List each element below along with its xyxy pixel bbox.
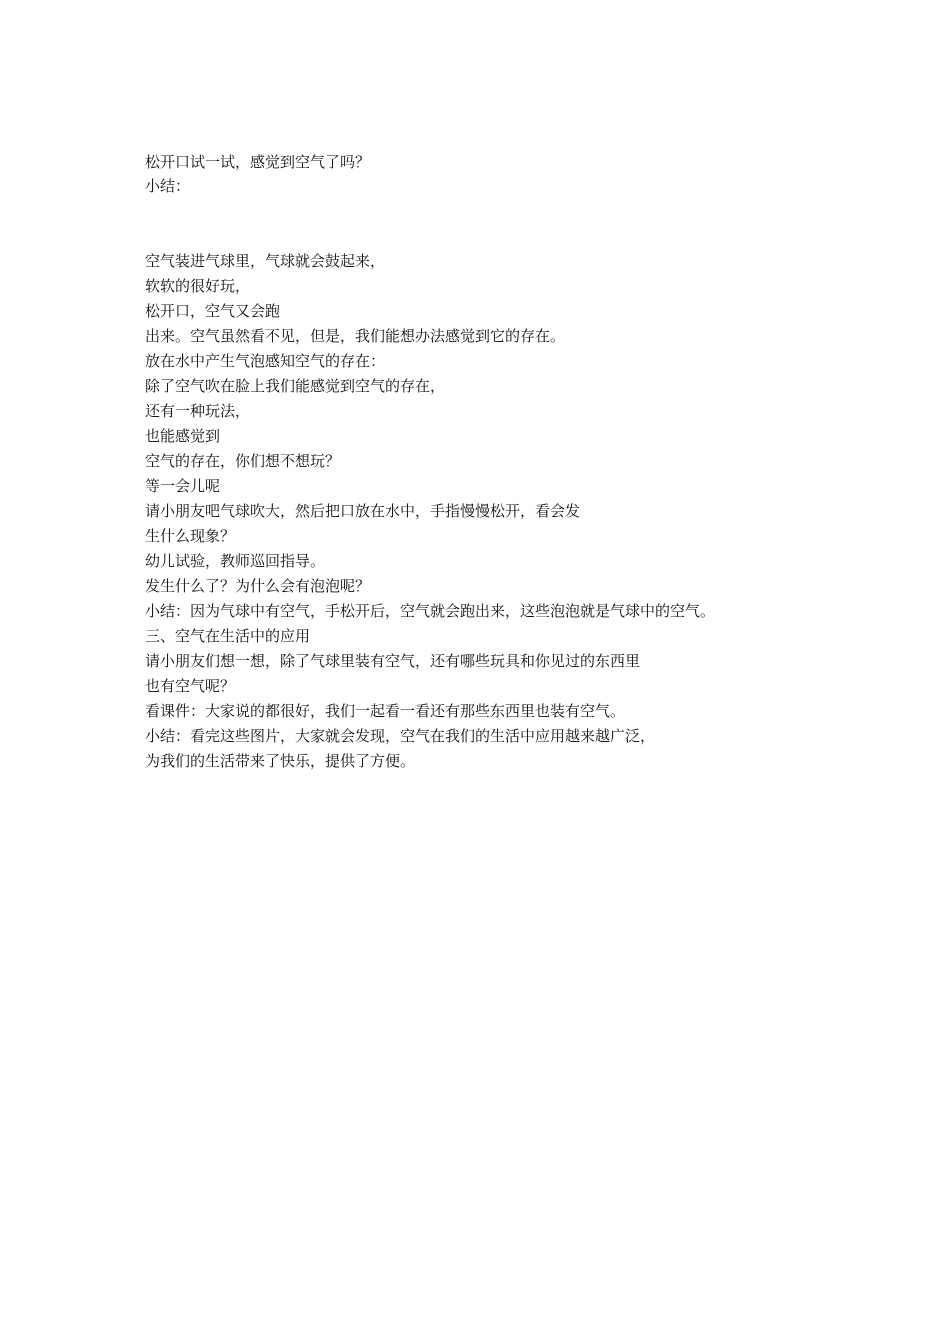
text-line: 为我们的生活带来了快乐，提供了方便。 — [145, 752, 416, 770]
text-line: 松开口，空气又会跑 — [145, 302, 281, 320]
text-line: 也能感觉到 — [145, 427, 221, 445]
text-line: 放在水中产生气泡感知空气的存在： — [145, 352, 386, 370]
summary-label: 小结： — [145, 177, 191, 195]
intro-line: 松开口试一试，感觉到空气了吗？ — [145, 153, 371, 171]
section-heading: 三、空气在生活中的应用 — [145, 627, 311, 645]
text-line: 发生什么了？为什么会有泡泡呢？ — [145, 577, 371, 595]
text-line: 小结：看完这些图片，大家就会发现，空气在我们的生活中应用越来越广泛， — [145, 727, 656, 745]
text-line: 请小朋友吧气球吹大，然后把口放在水中，手指慢慢松开，看会发 — [145, 502, 581, 520]
main-text — [145, 249, 865, 774]
intro-paragraph — [145, 150, 865, 175]
summary-heading — [145, 174, 865, 199]
text-line: 小结：因为气球中有空气，手松开后，空气就会跑出来，这些泡泡就是气球中的空气。 — [145, 602, 716, 620]
text-line: 请小朋友们想一想，除了气球里装有空气，还有哪些玩具和你见过的东西里 — [145, 652, 641, 670]
text-line: 除了空气吹在脸上我们能感觉到空气的存在， — [145, 377, 446, 395]
text-line: 也有空气呢？ — [145, 677, 236, 695]
text-line: 幼儿试验，教师巡回指导。 — [145, 552, 326, 570]
text-line: 出来。空气虽然看不见，但是，我们能想办法感觉到它的存在。 — [145, 327, 566, 345]
text-line: 等一会儿呢 — [145, 477, 221, 495]
text-line: 软软的很好玩， — [145, 277, 251, 295]
text-line: 看课件：大家说的都很好，我们一起看一看还有那些东西里也装有空气。 — [145, 702, 626, 720]
text-line: 生什么现象？ — [145, 527, 236, 545]
text-line: 空气装进气球里，气球就会鼓起来， — [145, 252, 386, 270]
text-line: 还有一种玩法， — [145, 402, 251, 420]
text-line: 空气的存在，你们想不想玩？ — [145, 452, 341, 470]
